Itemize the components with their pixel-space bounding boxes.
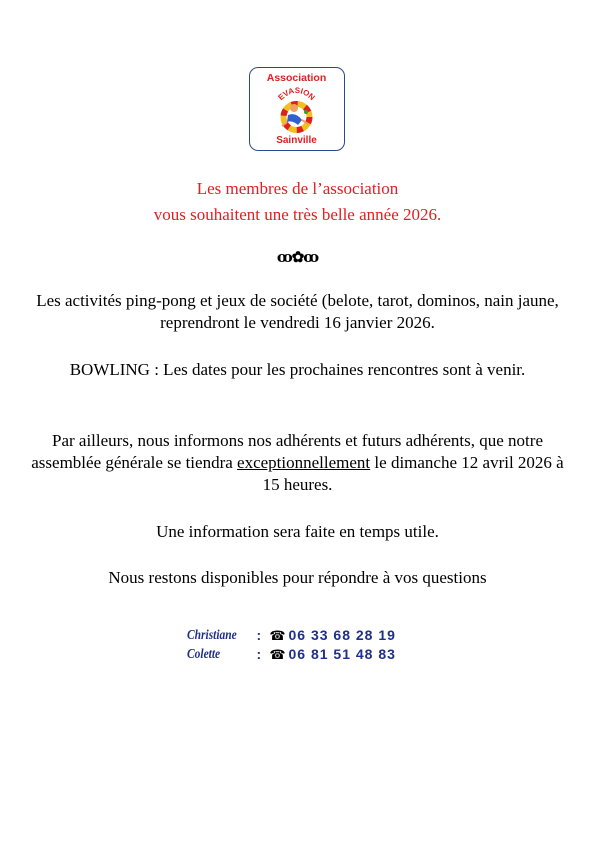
- contact-separator: :: [256, 627, 262, 643]
- contacts-block: [0, 626, 595, 664]
- assembly-text-part-2: le dimanche 12 avril 2026 à 15 heures.: [262, 453, 564, 494]
- ball-icon: [304, 110, 308, 114]
- contact-name: Colette: [186, 647, 220, 662]
- assembly-paragraph: [30, 430, 565, 496]
- contact-phone-number[interactable]: 06 33 68 28 19: [288, 627, 396, 643]
- phone-icon: ☎: [269, 647, 286, 662]
- logo-bottom-text: Sainville: [276, 135, 317, 146]
- bowling-paragraph: BOWLING : Les dates pour les prochaines rencontres sont à venir.: [69, 360, 526, 379]
- ornament-divider: ꝏ✿ꝏ: [276, 248, 319, 266]
- figure-body-icon: [287, 114, 302, 125]
- logo-top-text: Association: [266, 72, 327, 84]
- contact-phone-number[interactable]: 06 81 51 48 83: [288, 646, 396, 662]
- availability-paragraph: Nous restons disponibles pour répondre à vos questions: [108, 568, 487, 587]
- contact-separator: :: [256, 646, 262, 662]
- assembly-text-part-1: Par ailleurs, nous informons nos adhérents et futurs adhérents, que notre assemblée générale se tiendra: [31, 431, 543, 472]
- greeting-line-1: Les membres de l’association: [196, 179, 399, 198]
- info-paragraph: Une information sera faite en temps utile.: [156, 522, 439, 541]
- logo-graphic: [250, 68, 343, 149]
- association-logo: [249, 67, 345, 151]
- logo-middle-text: EVASION: [276, 85, 317, 103]
- phone-icon: ☎: [269, 628, 286, 643]
- contact-row-christiane: [0, 626, 595, 645]
- contact-name: Christiane: [186, 628, 237, 643]
- greeting-line-2: vous souhaitent une très belle année 2026.: [153, 205, 442, 224]
- activities-paragraph: Les activités ping-pong et jeux de société (belote, tarot, dominos, nain jaune, reprendront le vendredi 16 janvier 2026.: [36, 291, 559, 332]
- logo-arc-text: [276, 86, 316, 102]
- figure-head-icon: [290, 104, 298, 112]
- assembly-underlined-text: exceptionnellement: [237, 453, 371, 472]
- contact-row-colette: [0, 645, 595, 664]
